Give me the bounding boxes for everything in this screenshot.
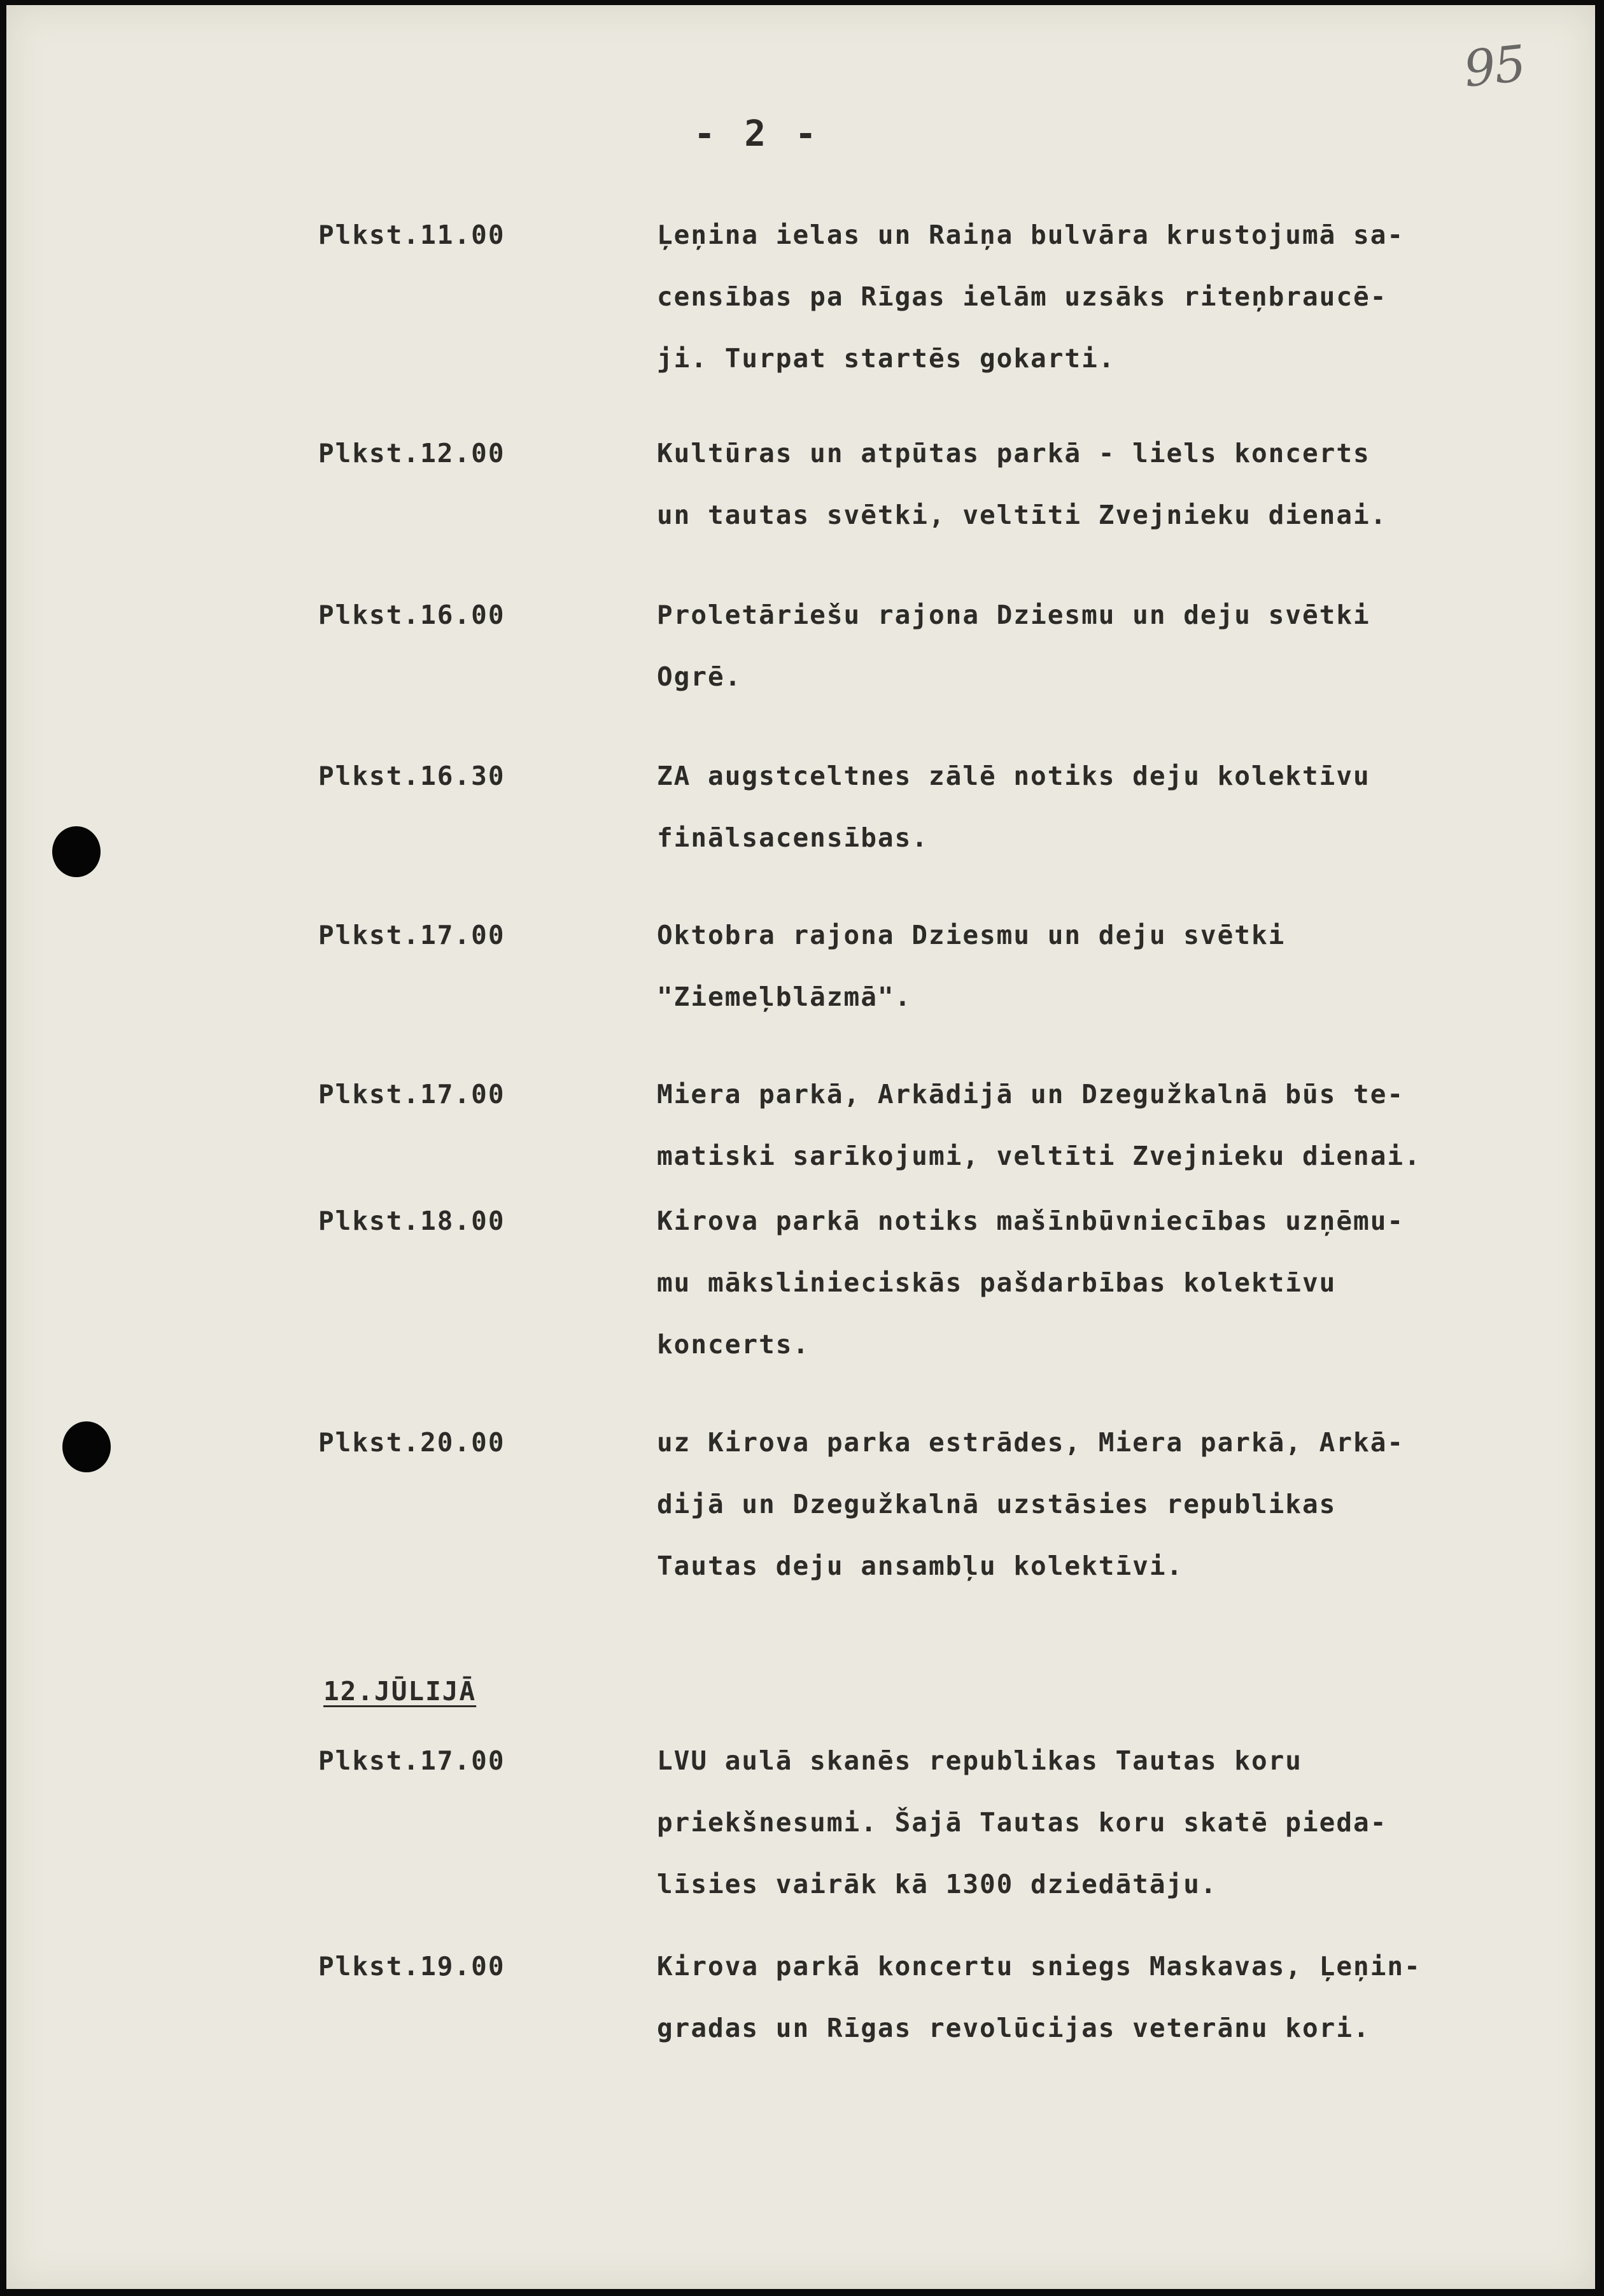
entry-line: Kultūras un atpūtas parkā - liels koncerts [657, 438, 1370, 468]
entry-line: Proletāriešu rajona Dziesmu un deju svētki [657, 600, 1370, 630]
entry-line: gradas un Rīgas revolūcijas veterānu kori. [657, 2013, 1370, 2043]
folio-number: 95 [1461, 35, 1528, 99]
entry-line: Tautas deju ansambļu kolektīvi. [657, 1551, 1184, 1581]
entry-line: matiski sarīkojumi, veltīti Zvejnieku dienai. [657, 1141, 1421, 1171]
date-heading: 12.JŪLIJĀ [323, 1676, 477, 1707]
entry-line: Ogrē. [657, 661, 742, 692]
entry-line: koncerts. [657, 1329, 810, 1360]
entry-time: Plkst.18.00 [318, 1206, 505, 1236]
entry-line: finālsacensības. [657, 822, 929, 853]
entry-line: līsies vairāk kā 1300 dziedātāju. [657, 1869, 1218, 1899]
entry-line: LVU aulā skanēs republikas Tautas koru [657, 1745, 1302, 1776]
entry-time: Plkst.11.00 [318, 220, 505, 250]
entry-text [657, 1064, 1561, 1187]
entry-time: Plkst.19.00 [318, 1951, 505, 1982]
entry-line: "Ziemeļblāzmā". [657, 982, 912, 1012]
entry-text [657, 905, 1561, 1028]
entry-line: Kirova parkā notiks mašīnbūvniecības uzņēmu- [657, 1206, 1405, 1236]
entry-text [657, 745, 1561, 869]
punch-hole [52, 826, 101, 877]
entry-time: Plkst.12.00 [318, 438, 505, 468]
entry-line: un tautas svētki, veltīti Zvejnieku dienai. [657, 500, 1388, 530]
entry-text [657, 584, 1561, 708]
entry-line: Miera parkā, Arkādijā un Dzegužkalnā būs te- [657, 1079, 1405, 1109]
entry-time: Plkst.16.30 [318, 761, 505, 791]
entry-line: censības pa Rīgas ielām uzsāks riteņbraucē- [657, 281, 1388, 312]
entry-line: ji. Turpat startēs gokarti. [657, 343, 1116, 374]
entry-line: dijā un Dzegužkalnā uzstāsies republikas [657, 1489, 1337, 1519]
entry-line: ZA augstceltnes zālē notiks deju kolektīvu [657, 761, 1370, 791]
entry-text [657, 1412, 1561, 1597]
entry-text [657, 1936, 1561, 2059]
entry-text [657, 1190, 1561, 1376]
entry-time: Plkst.17.00 [318, 920, 505, 950]
punch-hole [62, 1421, 111, 1472]
entry-time: Plkst.20.00 [318, 1427, 505, 1458]
entry-line: Ļeņina ielas un Raiņa bulvāra krustojumā sa- [657, 220, 1405, 250]
entry-time: Plkst.17.00 [318, 1079, 505, 1109]
document-page [6, 5, 1595, 2289]
entry-line: Kirova parkā koncertu sniegs Maskavas, Ļeņin- [657, 1951, 1421, 1982]
entry-text [657, 423, 1561, 546]
entry-time: Plkst.16.00 [318, 600, 505, 630]
entry-text [657, 1730, 1561, 1915]
entry-line: priekšnesumi. Šajā Tautas koru skatē pieda- [657, 1807, 1388, 1838]
entry-line: Oktobra rajona Dziesmu un deju svētki [657, 920, 1286, 950]
page-number: - 2 - [694, 113, 820, 155]
entry-text [657, 204, 1561, 390]
entry-time: Plkst.17.00 [318, 1745, 505, 1776]
entry-line: uz Kirova parka estrādes, Miera parkā, Arkā- [657, 1427, 1405, 1458]
entry-line: mu mākslinieciskās pašdarbības kolektīvu [657, 1267, 1337, 1298]
